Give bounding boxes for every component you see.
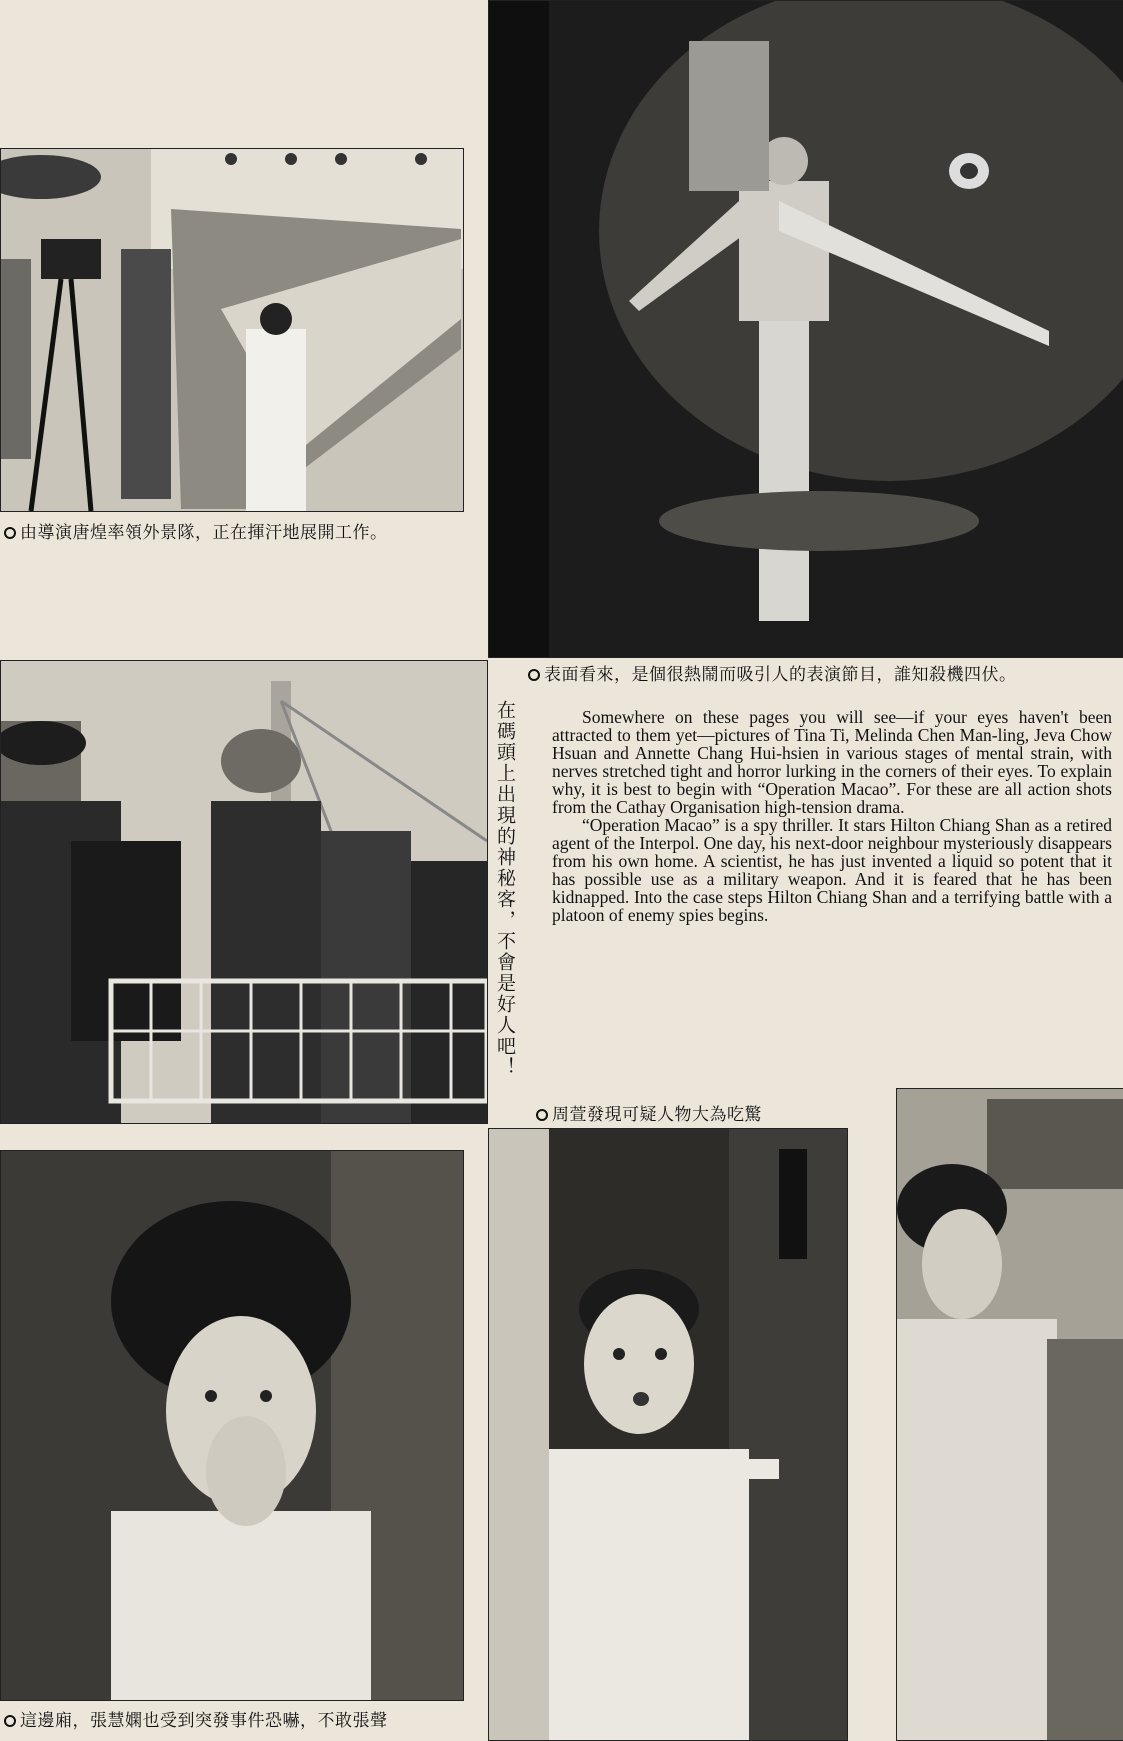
caption-bullet-icon <box>4 1715 16 1727</box>
article-paragraph: “Operation Macao” is a spy thriller. It stars Hilton Chiang Shan as a retired agent of the Interpol. One day, his next-door neighbour mysteriously disappears from his own home. A scientist, he has just invented a liquid so potent that it has possible use as a military weapon. And it is feared that he has been kidnapped. Into the case steps Hilton Chiang Shan and a terrifying battle with a platoon of enemy spies begins. <box>552 815 1112 925</box>
caption-film-crew: 由導演唐煌率領外景隊，正在揮汗地展開工作。 <box>4 518 388 543</box>
caption-stage-performance: 表面看來，是個很熱鬧而吸引人的表演節目，誰知殺機四伏。 <box>528 660 1017 685</box>
photo-dock-strangers <box>0 660 488 1124</box>
caption-bullet-icon <box>528 669 540 681</box>
photo-surprised-woman-doorway <box>488 1128 848 1741</box>
article-paragraph: Somewhere on these pages you will see—if your eyes haven't been attracted to them yet—pictures of Tina Ti, Melinda Chen Man-ling, Jeva Chow Hsuan and Annette Chang Hui-hsien in various stages of mental strain, with nerves stretched tight and horror lurking in the corners of their eyes. To explain why, it is best to begin with “Operation Macao”. For these are all action shots from the Cathay Organisation high-tension drama. <box>552 707 1112 817</box>
caption-dock-strangers: 在碼頭上出現的神秘客，不會是好人吧！ <box>494 700 516 1078</box>
photo-woman-in-room <box>896 1088 1123 1741</box>
caption-woman-surprised: 周萱發現可疑人物大為吃驚 <box>536 1100 762 1125</box>
photo-frightened-woman-curtain <box>0 1150 464 1701</box>
article-body <box>552 708 1112 924</box>
caption-bullet-icon <box>536 1109 548 1121</box>
photo-film-crew-gangway <box>0 148 464 512</box>
caption-bullet-icon <box>4 527 16 539</box>
photo-stage-performance <box>488 0 1123 658</box>
caption-frightened-woman: 這邊廂，張慧嫻也受到突發事件恐嚇，不敢張聲 <box>4 1706 388 1731</box>
